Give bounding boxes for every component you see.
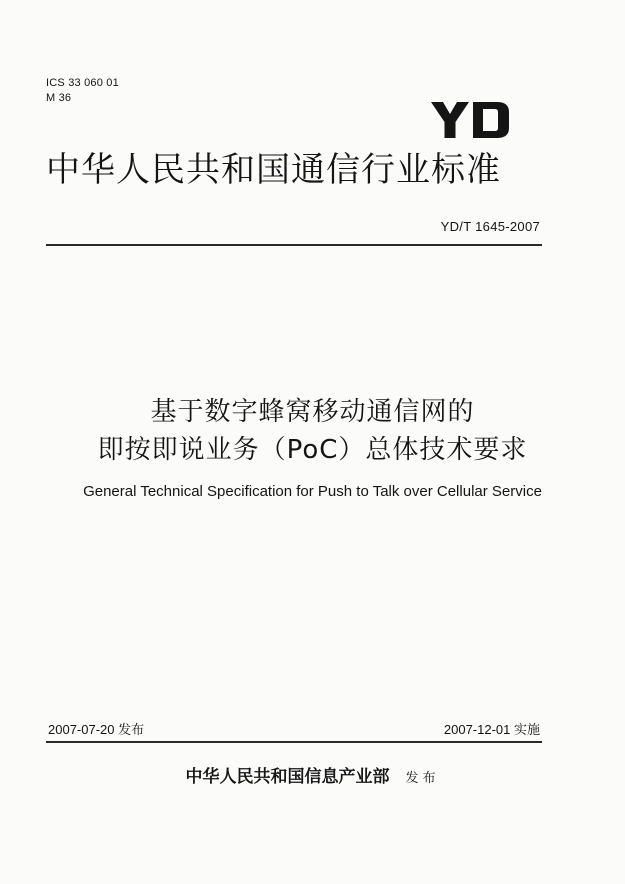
ics-code: ICS 33 060 01	[46, 77, 119, 89]
industry-standard-title: 中华人民共和国通信行业标准	[46, 150, 501, 190]
bottom-divider	[46, 741, 542, 743]
top-divider	[46, 244, 542, 246]
issue-label: 发布	[405, 771, 440, 786]
yd-logo	[431, 102, 511, 138]
standard-number: YD/T 1645-2007	[440, 219, 540, 234]
publisher-name: 中华人民共和国信息产业部	[185, 767, 390, 787]
implementation-date: 2007-12-01 实施	[443, 722, 540, 737]
chinese-title-line-2: 即按即说业务（PoC）总体技术要求	[97, 435, 528, 465]
chinese-title-line-1: 基于数字蜂窝移动通信网的	[150, 397, 475, 427]
publisher-line	[0, 766, 625, 790]
english-title: General Technical Specification for Push to Talk over Cellular Service	[83, 483, 542, 500]
publish-date: 2007-07-20 发布	[48, 722, 145, 737]
classification-code: M 36	[46, 92, 72, 104]
